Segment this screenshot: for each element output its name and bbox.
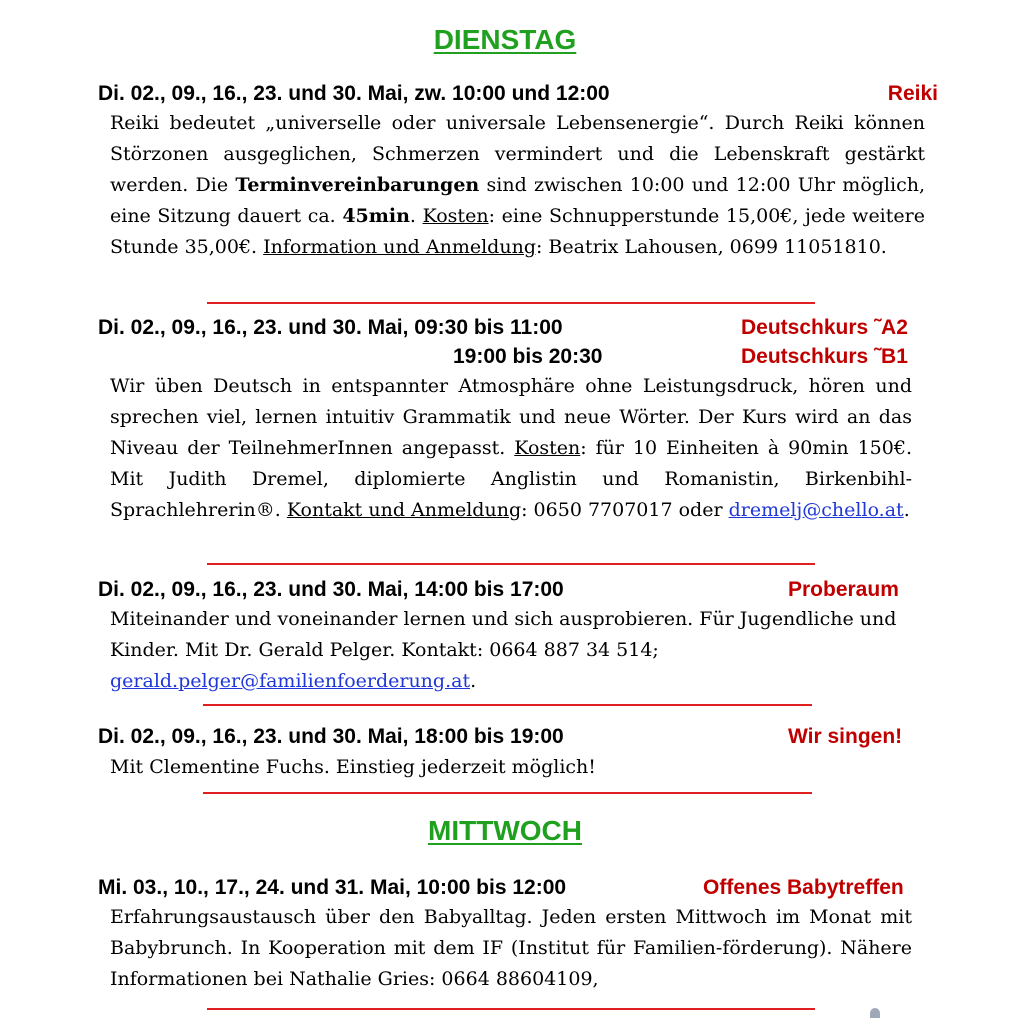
separator-line	[207, 563, 815, 565]
event-description-babytreffen: Erfahrungsaustausch über den Babyalltag. Jeden ersten Mittwoch im Monat mit Babybrunch. In Kooperation mit dem IF (Institut für Familien-förderung). Nähere Informationen bei Nathalie Gries: 0664 88604109,	[110, 906, 912, 990]
separator-line	[207, 1008, 815, 1010]
email-link-pelger[interactable]: gerald.pelger@familienfoerderung.at	[110, 670, 471, 692]
event-description-proberaum: Miteinander und voneinander lernen und sich ausprobieren. Für Jugendliche und Kinder. Mit Dr. Gerald Pelger. Kontakt: 0664 887 34 514; gerald.pelger@familienfoerderung.at.	[110, 608, 897, 692]
separator-line	[203, 792, 812, 794]
event-description-reiki: Reiki bedeutet „universelle oder universale Lebensenergie“. Durch Reiki können Störzonen ausgeglichen, Schmerzen vermindert und die Lebenskraft gestärkt werden. Die Terminvereinbarungen sind zwischen 10:00 und 12:00 Uhr möglich, eine Sitzung dauert ca. 45min. Kosten: eine Schnupperstunde 15,00€, jede weitere Stunde 35,00€. Information und Anmeldung: Beatrix Lahousen, 0699 11051810.	[110, 112, 925, 258]
day-heading-mittwoch: MITTWOCH	[428, 815, 582, 846]
event-category-reiki: Reiki	[887, 82, 938, 105]
event-date-reiki: Di. 02., 09., 16., 23. und 30. Mai, zw. 10:00 und 12:00	[98, 82, 610, 105]
separator-line	[203, 704, 812, 706]
event-category-deutschkurs-a2: Deutschkurs ˜A2	[741, 316, 908, 339]
event-category-proberaum: Proberaum	[788, 578, 899, 601]
event-date-deutschkurs: Di. 02., 09., 16., 23. und 30. Mai, 09:30 bis 11:00	[98, 316, 563, 339]
event-description-deutschkurs: Wir üben Deutsch in entspannter Atmosphäre ohne Leistungsdruck, hören und sprechen viel, lernen intuitiv Grammatik und neue Wörter. Der Kurs wird an das Niveau der TeilnehmerInnen angepasst. Kosten: für 10 Einheiten à 90min 150€. Mit Judith Dremel, diplomierte Anglistin und Romanistin, Birkenbihl-Sprachlehrerin®. Kontakt und Anmeldung: 0650 7707017 oder dremelj@chello.at.	[110, 375, 912, 521]
separator-line	[207, 302, 815, 304]
event-category-babytreffen: Offenes Babytreffen	[703, 876, 904, 899]
event-time-deutschkurs-evening: 19:00 bis 20:30	[453, 345, 603, 368]
email-link-dremel[interactable]: dremelj@chello.at	[728, 499, 904, 521]
event-date-wir-singen: Di. 02., 09., 16., 23. und 30. Mai, 18:00 bis 19:00	[98, 725, 564, 748]
event-category-wir-singen: Wir singen!	[788, 725, 903, 748]
event-date-babytreffen: Mi. 03., 10., 17., 24. und 31. Mai, 10:00 bis 12:00	[98, 876, 567, 899]
event-date-proberaum: Di. 02., 09., 16., 23. und 30. Mai, 14:00 bis 17:00	[98, 578, 564, 601]
event-category-deutschkurs-b1: Deutschkurs ˜B1	[741, 345, 908, 368]
decoration-shape	[870, 1008, 880, 1018]
event-description-wir-singen: Mit Clementine Fuchs. Einstieg jederzeit möglich!	[110, 756, 596, 778]
day-heading-dienstag: DIENSTAG	[433, 24, 577, 55]
